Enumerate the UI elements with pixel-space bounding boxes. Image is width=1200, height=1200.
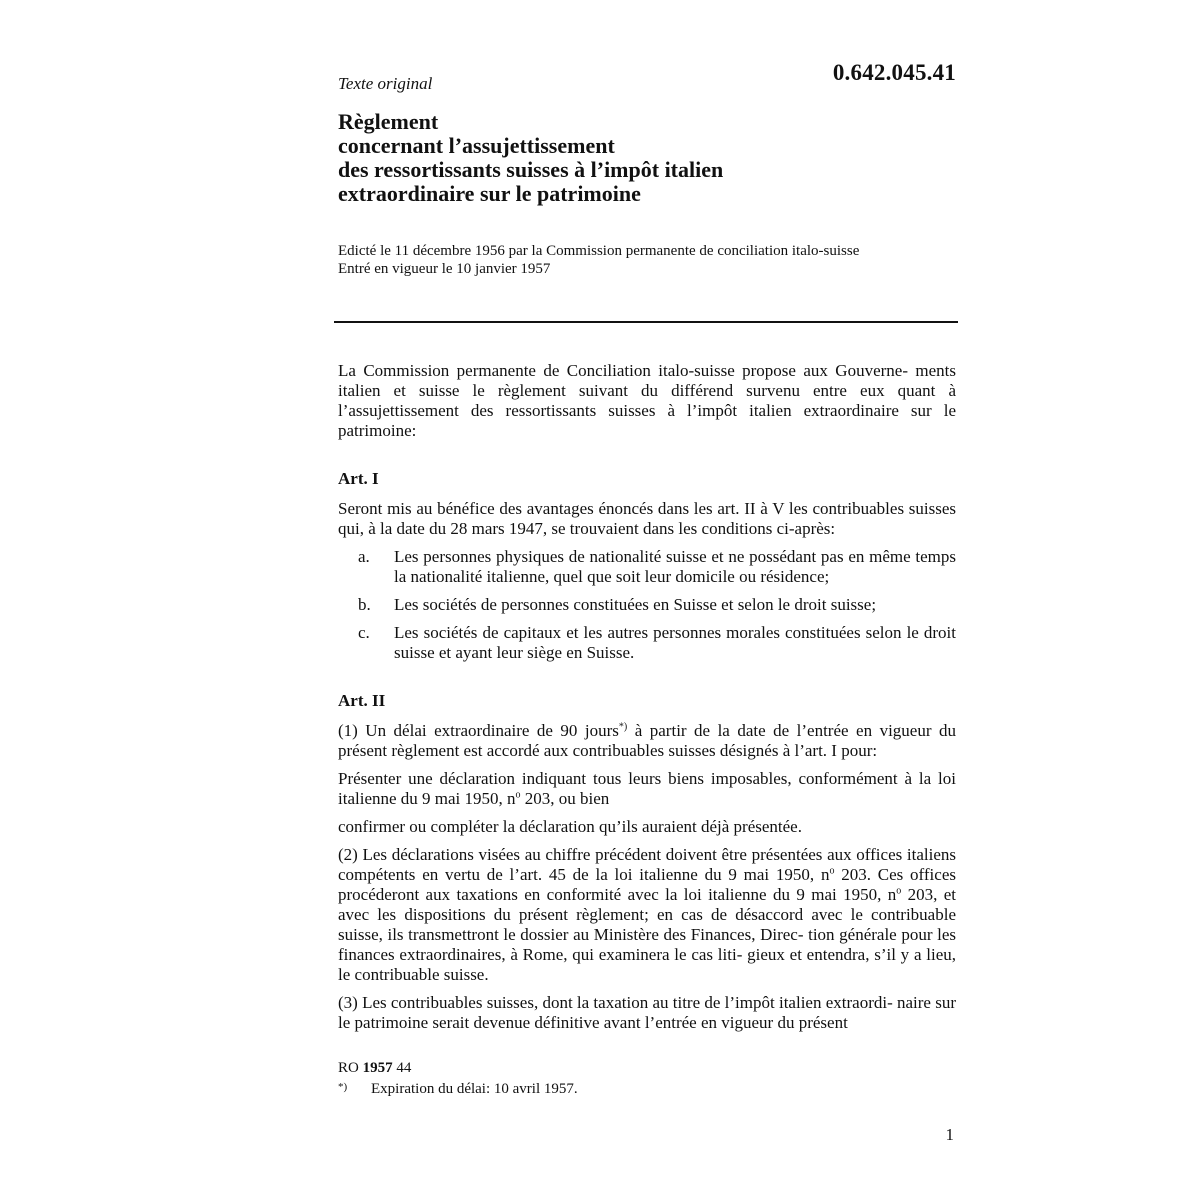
list-text: Les sociétés de personnes constituées en Suisse et selon le droit suisse; — [394, 595, 877, 614]
enacted-line: Edicté le 11 décembre 1956 par la Commission permanente de conciliation italo-suisse — [338, 243, 860, 259]
list-item — [338, 623, 956, 663]
footnote — [338, 1081, 578, 1098]
ro-year: 1957 — [362, 1060, 393, 1076]
footnote-mark: *) — [338, 1081, 348, 1093]
footnote-ref: *) — [618, 721, 628, 733]
text-run: 203, ou bien — [520, 789, 610, 808]
in-force-line: Entré en vigueur le 10 janvier 1957 — [338, 261, 551, 277]
footnote-text: Expiration du délai: 10 avril 1957. — [371, 1081, 578, 1097]
list-item — [338, 595, 956, 615]
text-status: Texte original — [338, 74, 433, 93]
article-heading: Art. II — [338, 691, 386, 710]
article-1 — [338, 469, 956, 671]
list-text: Les sociétés de capitaux et les autres personnes morales constituées selon le droit suisse et ayant leur siège en Suisse. — [394, 623, 956, 662]
article-paragraph: (3) Les contribuables suisses, dont la taxation au titre de l’impôt italien extraordi- naire sur le patrimoine serait devenue définitive avant l’entrée en vigueur du présent — [338, 993, 956, 1032]
superscript: o — [829, 865, 835, 877]
article-paragraph — [338, 845, 956, 985]
page-number: 1 — [945, 1125, 954, 1144]
list-item — [338, 547, 956, 587]
title-line: concernant l’assujettissement — [338, 133, 615, 158]
ro-page: 44 — [396, 1060, 412, 1076]
list-label: b. — [358, 595, 371, 614]
superscript: o — [896, 885, 902, 897]
ro-prefix: RO — [338, 1060, 359, 1076]
article-paragraph: Seront mis au bénéfice des avantages énoncés dans les art. II à V les contribuables suisses qui, à la date du 28 mars 1947, se trouvaient dans les conditions ci-après: — [338, 499, 956, 538]
list-label: c. — [358, 623, 370, 642]
article-paragraph — [338, 721, 956, 761]
article-paragraph: confirmer ou compléter la déclaration qu’ils auraient déjà présentée. — [338, 817, 802, 836]
text-run: 203, et avec les dispositions du présent règlement; en cas de désaccord avec le contribuable suisse, ils transmettront le dossier au Ministère des Finances, Direc- tion générale pour les finances extraordinaires, à Rome, qui examinera le cas liti- gieux et entendra, s’il y a lieu, le contribuable suisse. — [338, 885, 956, 984]
article-heading: Art. I — [338, 469, 379, 488]
ro-reference — [338, 1060, 411, 1077]
text-run: 203. Ces offices procéderont aux taxations en conformité avec la loi italienne du 9 mai 1950, n — [338, 865, 956, 904]
superscript: o — [515, 789, 521, 801]
list-text: Les personnes physiques de nationalité suisse et ne possédant pas en même temps la nationalité italienne, quel que soit leur domicile ou résidence; — [394, 547, 956, 586]
text-run: (1) Un délai extraordinaire de 90 jours — [338, 721, 619, 740]
document-title — [338, 110, 956, 206]
preamble — [338, 361, 956, 449]
article-paragraph — [338, 769, 956, 809]
title-line: Règlement — [338, 109, 439, 134]
article-2 — [338, 691, 956, 1041]
text-run: à partir de la date de l’entrée en vigueur du présent règlement est accordé aux contribuables suisses désignés à l’art. I pour: — [338, 721, 956, 760]
text-run: (2) Les déclarations visées au chiffre précédent doivent être présentées aux offices italiens compétents en vertu de l’art. 45 de la loi italienne du 9 mai 1950, n — [338, 845, 956, 884]
title-line: extraordinaire sur le patrimoine — [338, 181, 641, 206]
sr-number: 0.642.045.41 — [832, 60, 956, 85]
list-label: a. — [358, 547, 370, 566]
text-run: Présenter une déclaration indiquant tous leurs biens imposables, conformément à la loi italienne du 9 mai 1950, n — [338, 769, 956, 808]
enactment-info — [338, 242, 859, 278]
preamble-text: La Commission permanente de Conciliation italo-suisse propose aux Gouverne- ments italien et suisse le règlement suivant du différend survenu entre eux quant à l’assujettissement des ressortissants suisses à l’impôt italien extraordinaire sur le patrimoine: — [338, 361, 956, 440]
header-rule — [334, 321, 958, 323]
title-line: des ressortissants suisses à l’impôt italien — [338, 157, 724, 182]
